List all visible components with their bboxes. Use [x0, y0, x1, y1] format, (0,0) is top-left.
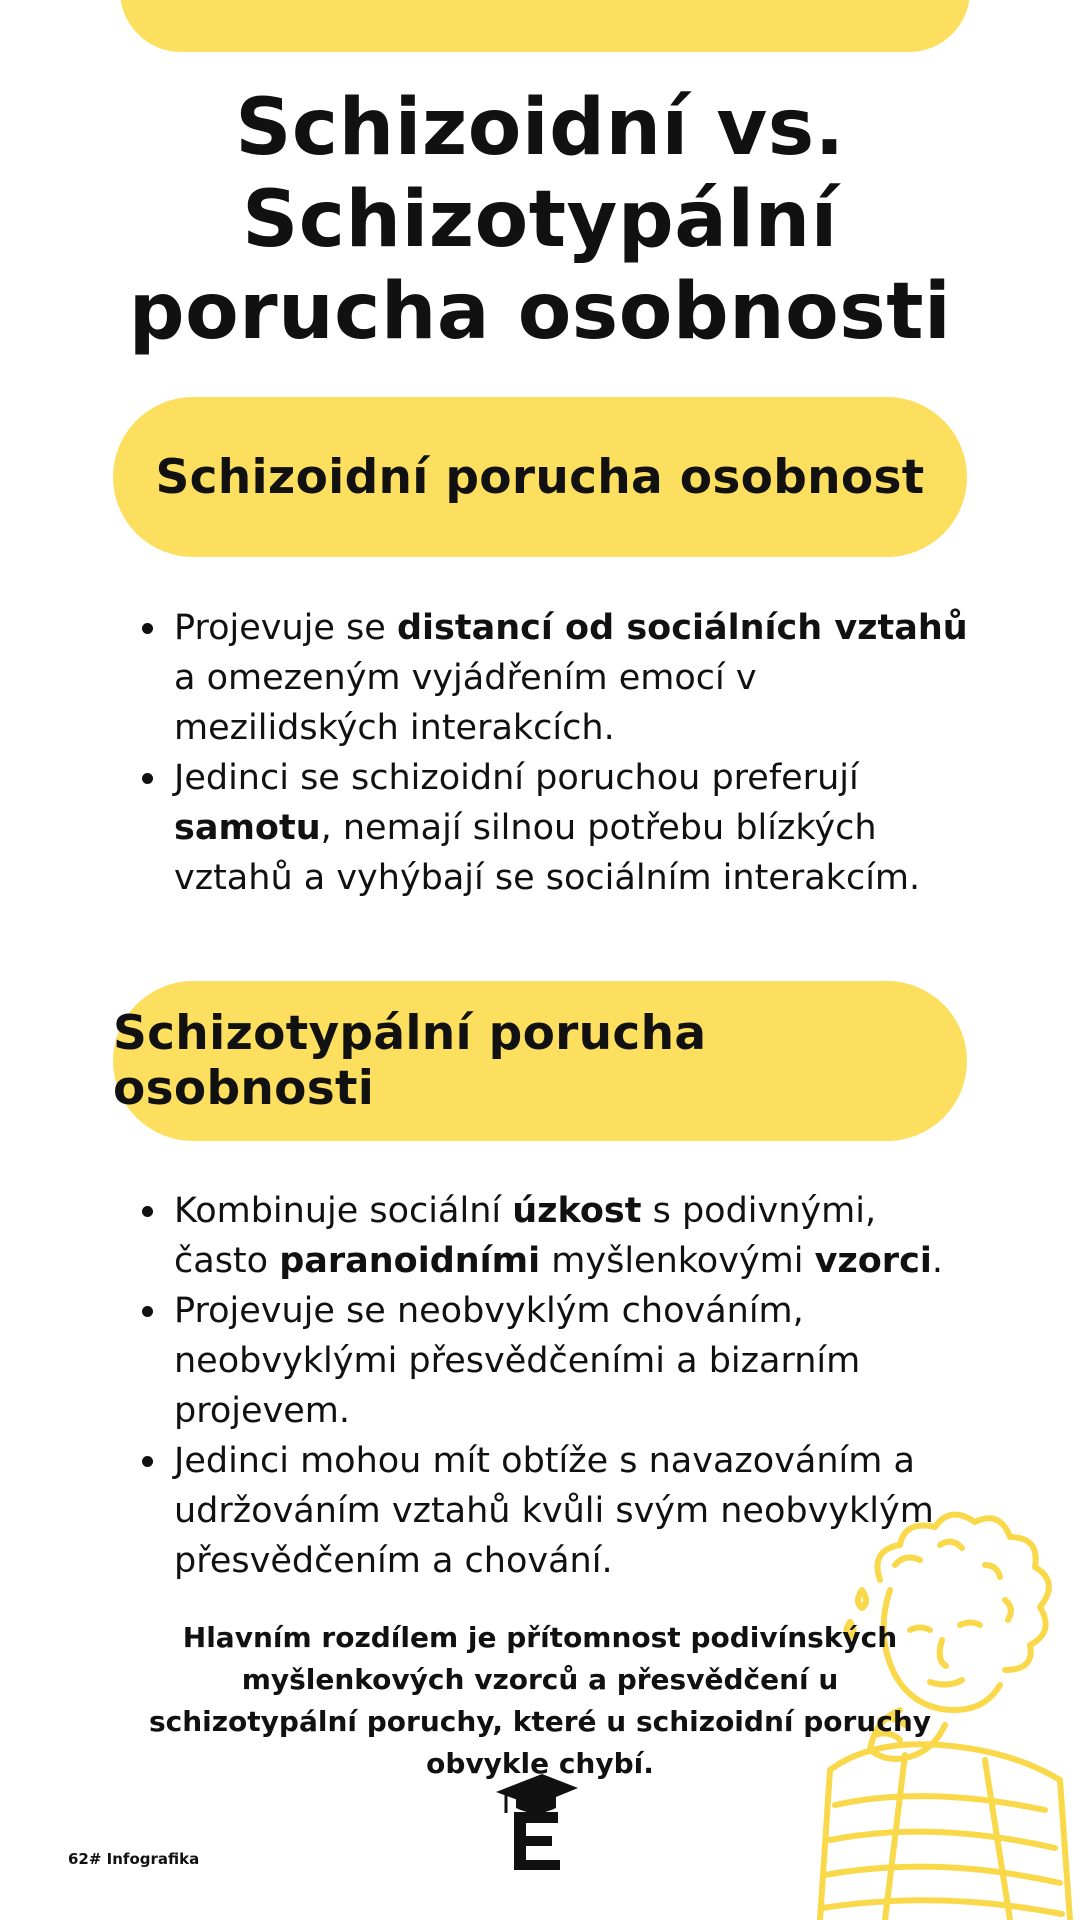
item-bold-text: vzorci [814, 1241, 932, 1281]
infographic-number-label: 62# Infografika [68, 1850, 200, 1868]
list-item [130, 753, 980, 903]
item-bold-text: paranoidními [279, 1241, 541, 1281]
item-text: Jedinci mohou mít obtíže s navazováním a udržováním vztahů kvůli svým neobvyklým přesvědčením a chování. [174, 1441, 934, 1581]
item-text: Kombinuje sociální [174, 1191, 513, 1231]
item-bold-text: samotu [174, 808, 321, 848]
section-1-list [130, 603, 980, 903]
list-item [130, 1186, 980, 1286]
top-decorative-pill [120, 0, 970, 52]
summary-text: Hlavním rozdílem je přítomnost podivínských myšlenkových vzorců a přesvědčení u schizotypální poruchy, které u schizoidní poruchy obvykle chybí. [148, 1621, 932, 1780]
page-title [60, 82, 1020, 358]
list-item [130, 1286, 980, 1436]
list-item [130, 603, 980, 753]
item-text: Projevuje se neobvyklým chováním, neobvyklými přesvědčeními a bizarním projevem. [174, 1291, 861, 1431]
item-text: s podivnými, často [174, 1191, 877, 1281]
item-text: Projevuje se [174, 608, 397, 648]
item-text: . [931, 1241, 943, 1281]
item-text: , nemají silnou potřebu blízkých vztahů a vyhýbají se sociálním interakcím. [174, 808, 921, 898]
item-text: a omezeným vyjádřením emocí v mezilidských interakcích. [174, 658, 757, 748]
section-1-heading: Schizoidní porucha osobnost [155, 449, 925, 505]
section-2-heading: Schizotypální porucha osobnosti [113, 1006, 707, 1116]
title-line-3: porucha osobnosti [128, 267, 952, 357]
item-bold-text: úzkost [512, 1191, 642, 1231]
section-2-header [113, 981, 967, 1141]
title-line-2: Schizotypální [242, 175, 838, 265]
item-text: myšlenkovými [540, 1241, 815, 1281]
section-1-header [113, 397, 967, 557]
item-bold-text: distancí od sociálních vztahů [396, 608, 968, 648]
title-line-1: Schizoidní vs. [235, 83, 845, 173]
item-text: Jedinci se schizoidní poruchou preferují [174, 758, 859, 798]
